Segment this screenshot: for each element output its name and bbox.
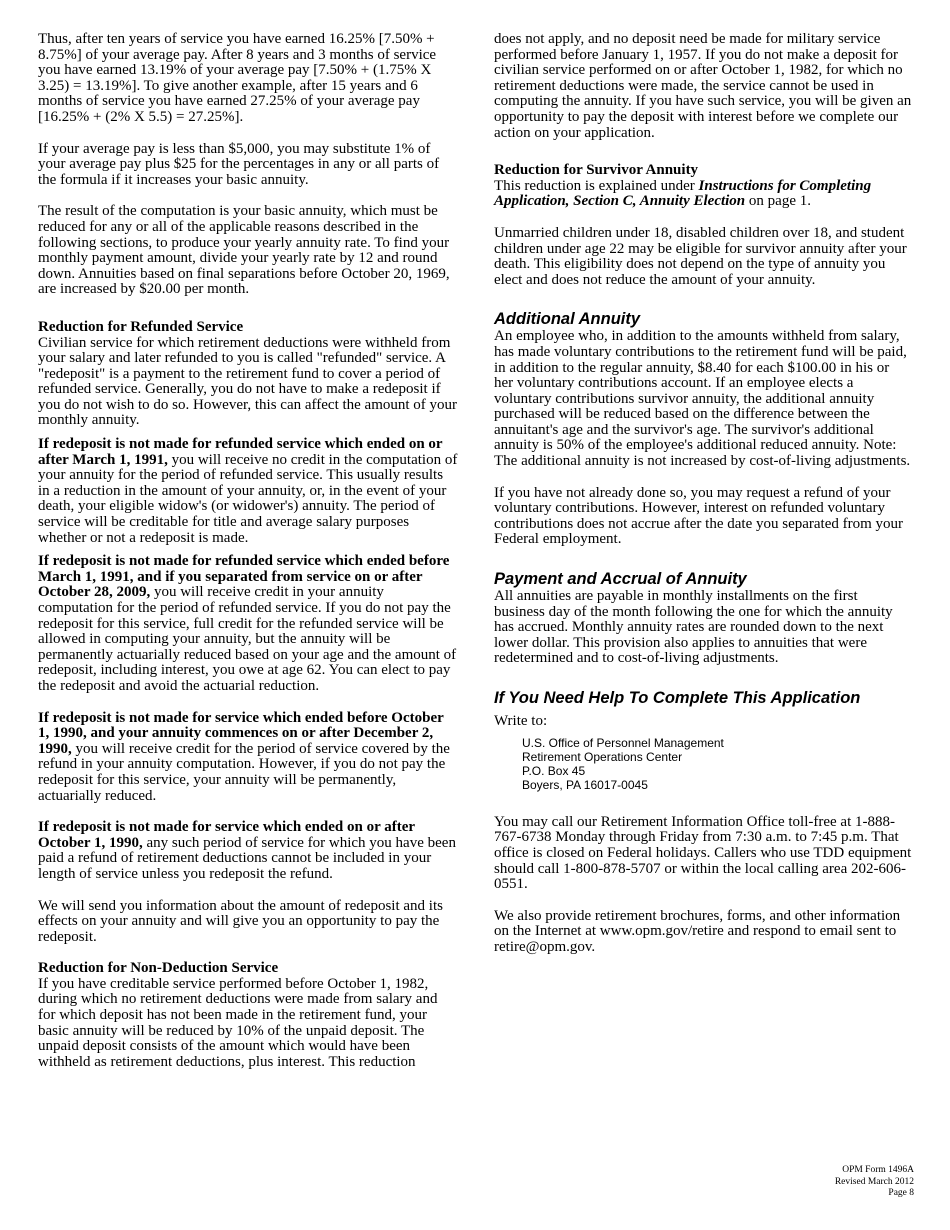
survivor-text-a: This reduction is explained under bbox=[494, 177, 699, 194]
page-number: Page 8 bbox=[888, 1188, 914, 1198]
rule-bold-lead: If redeposit is not made for service which ended on or after October 1, 1990, bbox=[38, 819, 415, 851]
non-deduction-heading: Reduction for Non-Deduction Service bbox=[38, 960, 279, 977]
redeposit-info-paragraph: We will send you information about the amount of redeposit and its effects on your annuity and will give you an opportunity to pay the redeposit. bbox=[38, 897, 443, 945]
payment-accrual-paragraph: All annuities are payable in monthly installments on the first business day of the month following the one for which the annuity has accrued. Monthly annuity rates are rounded down to the next lower dollar. This provision also applies to annuities that were redetermined and to cost-of-living adjustments. bbox=[494, 588, 893, 667]
rule-text: you will receive no credit in the computation of your annuity for the period of refunded service. This usually results in a reduction in the amount of your annuity, or, in the event of your death, your eligible widow's (or widower's) annuity. The period of service will be creditable for title and average salary purposes whether or not a redeposit is made. bbox=[38, 451, 458, 546]
mailing-address bbox=[522, 736, 912, 793]
form-number: OPM Form 1496A bbox=[842, 1165, 914, 1175]
address-line: Boyers, PA 16017-0045 bbox=[522, 778, 648, 793]
additional-annuity-heading: Additional Annuity bbox=[494, 310, 641, 329]
payment-accrual-heading: Payment and Accrual of Annuity bbox=[494, 570, 747, 589]
rule-bold-lead: If redeposit is not made for refunded service which ended before March 1, 1991, and if you separated from service on or after October 28, 2009, bbox=[38, 553, 450, 601]
survivor-text-b: on page 1. bbox=[745, 193, 811, 210]
rule-bold-lead: If redeposit is not made for service which ended before October 1, 1990, and your annuity commences on or after December 2, 1990, bbox=[38, 709, 444, 757]
address-line: U.S. Office of Personnel Management bbox=[522, 735, 724, 750]
refunded-service-heading: Reduction for Refunded Service bbox=[38, 318, 244, 335]
address-line: Retirement Operations Center bbox=[522, 749, 683, 764]
address-line: P.O. Box 45 bbox=[522, 764, 586, 779]
non-deduction-paragraph: If you have creditable service performed before October 1, 1982, during which no retirement deductions were made from salary and for which deposit has not been made in the retirement fund, your basic annuity will be reduced by 10% of the unpaid deposit. The unpaid deposit consists of the amount which would have been withheld as retirement deductions, plus interest. This reduction bbox=[38, 975, 438, 1070]
rule-text: any such period of service for which you have been paid a refund of retirement deductions cannot be included in your length of service unless you redeposit the refund. bbox=[38, 834, 456, 882]
voluntary-refund-paragraph: If you have not already done so, you may request a refund of your voluntary contributions. However, interest on refunded voluntary contributions does not accrue after the date you separated from your Federal employment. bbox=[494, 484, 904, 548]
page-footer bbox=[835, 1165, 914, 1200]
refunded-rule-before-1990 bbox=[38, 711, 458, 805]
rule-bold-lead: If redeposit is not made for refunded service which ended on or after March 1, 1991, bbox=[38, 436, 443, 468]
additional-annuity-paragraph: An employee who, in addition to the amounts withheld from salary, has made voluntary contributions to the retirement fund will be paid, in addition to the regular annuity, $8.40 for each $100.00 in his or her voluntary contributions account. If an employee elects a voluntary contributions survivor annuity, the additional annuity purchased will be reduced based on the difference between the annuitant's age and the survivor's age. The survivor's additional annuity is 50% of the employee's additional reduced annuity. Note: The additional annuity is not increased by cost-of-living adjustments. bbox=[494, 328, 911, 470]
rule-text: you will receive credit in your annuity computation for the period of refunded service. If you do not pay the redeposit for this service, full credit for the refunded service will be allowed in computing your annuity, but the annuity will be permanently actuarially reduced based on your age and the amount of redeposit, including interest, you owe at age 62. You can elect to pay the redeposit and avoid the actuarial reduction. bbox=[38, 584, 457, 694]
website-info-paragraph: We also provide retirement brochures, forms, and other information on the Internet at www.opm.gov/retire and respond to email sent to retire@opm.gov. bbox=[494, 907, 901, 955]
formula-example-paragraph: Thus, after ten years of service you have earned 16.25% [7.50% + 8.75%] of your average pay. After 8 years and 3 months of service you have earned 13.19% of your average pay [7.50% + (1.75% X 3.25) = 13.19%]. To give another example, after 15 years and 6 months of service you have earned 27.25% of your average pay [16.25% + (2% X 5.5) = 27.25%]. bbox=[38, 31, 437, 125]
left-column bbox=[38, 32, 458, 1070]
low-pay-paragraph: If your average pay is less than $5,000, you may substitute 1% of your average pay plus $25 for the percentages in any or all parts of the formula if it increases your basic annuity. bbox=[38, 140, 440, 188]
revision-date: Revised March 2012 bbox=[834, 1176, 914, 1187]
refunded-rule-after-1990 bbox=[38, 820, 458, 882]
refunded-rule-after-1991 bbox=[38, 437, 458, 546]
refunded-rule-2009 bbox=[38, 554, 458, 694]
survivor-annuity-paragraph bbox=[494, 179, 912, 210]
non-deduction-continued: does not apply, and no deposit need be made for military service performed before January 1, 1957. If you do not make a deposit for civilian service performed on or after October 1, 1982, for which no retirement deductions were made, the service cannot be used in computing the annuity. If you have such service, you will be given an opportunity to pay the deposit with interest before we complete our action on your application. bbox=[494, 31, 912, 141]
survivor-annuity-heading: Reduction for Survivor Annuity bbox=[494, 162, 699, 179]
refunded-service-intro: Civilian service for which retirement deductions were withheld from your salary and later refunded to you is called "refunded" service. A "redeposit" is a payment to the retirement fund to cover a period of refunded service. Generally, you do not have to make a redeposit if you do not wish to do so. However, this can affect the amount of your monthly annuity. bbox=[38, 334, 458, 429]
phone-info-paragraph: You may call our Retirement Information Office toll-free at 1-888-767-6738 Monday through Friday from 7:30 a.m. to 7:45 p.m. That office is closed on Federal holidays. Callers who use TDD equipment should call 1-800-878-5707 or within the local calling area 202-606-0551. bbox=[494, 813, 912, 893]
help-heading: If You Need Help To Complete This Application bbox=[494, 689, 861, 707]
basic-annuity-paragraph: The result of the computation is your basic annuity, which must be reduced for any or all of the applicable reasons described in the following sections, to produce your yearly annuity rate. To find your monthly payment amount, divide your yearly rate by 12 and round down. Annuities based on final separations before October 20, 1969, are increased by $20.00 per month. bbox=[38, 203, 450, 298]
right-column bbox=[494, 32, 912, 956]
children-eligibility-paragraph: Unmarried children under 18, disabled children over 18, and student children under age 22 may be eligible for survivor annuity after your death. This eligibility does not depend on the type of annuity you elect and does not reduce the amount of your annuity. bbox=[494, 224, 907, 288]
write-to-label: Write to: bbox=[494, 713, 548, 729]
rule-text: you will receive credit for the period of service covered by the refund in your annuity computation. However, if you do not pay the redeposit for this service, your annuity will be permanently, actuarially reduced. bbox=[38, 740, 450, 804]
instructions-reference: Instructions for Completing Application, Section C, Annuity Election bbox=[494, 177, 872, 210]
